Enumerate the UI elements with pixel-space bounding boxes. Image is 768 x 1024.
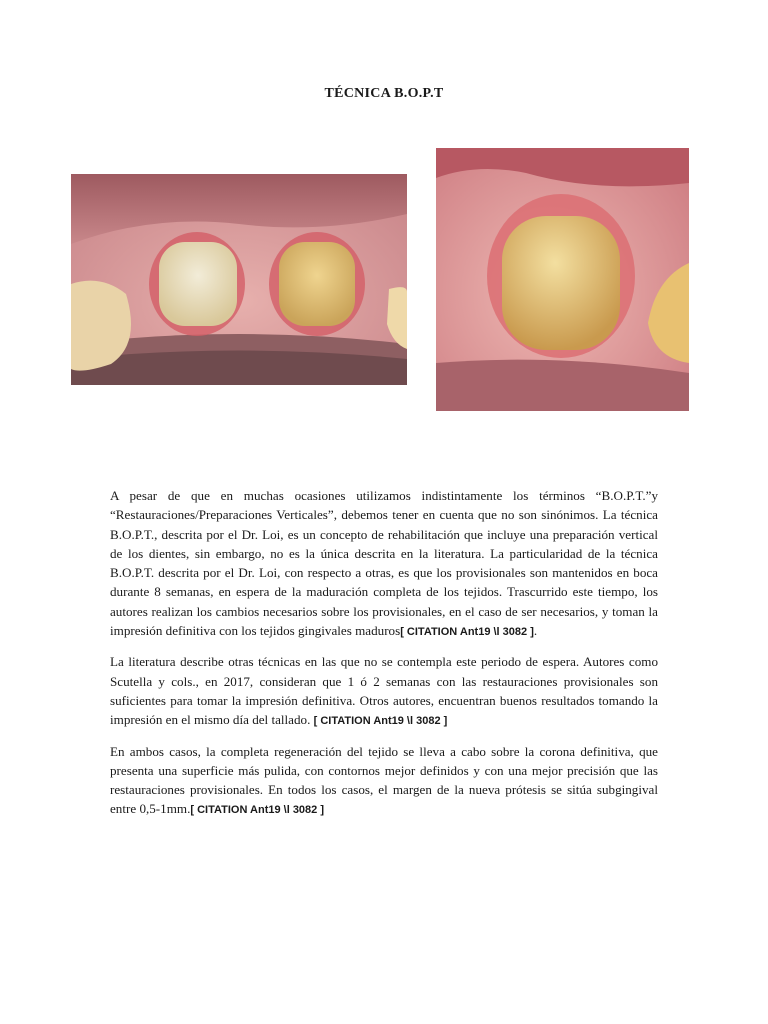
document-title: TÉCNICA B.O.P.T	[324, 86, 444, 101]
paragraph-text: La literatura describe otras técnicas en las que no se contempla este periodo de espera. Autores como Scutella y cols., en 2017, consideran que 1 ó 2 semanas con las restauraciones provisionales son suficientes para tomar la impresión definitiva. Otros autores, encuentran buenos resultados tomando la impresión en el mismo día del tallado.	[110, 654, 658, 728]
paragraph	[110, 486, 658, 642]
body-text	[110, 486, 658, 831]
paragraph-text: En ambos casos, la completa regeneración del tejido se lleva a cabo sobre la corona definitiva, que presenta una superficie más pulida, con contornos mejor definidos y con una mejor precisión que las restauraciones provisionales. En todos los casos, el margen de la nueva prótesis se sitúa subgingival entre 0,5-1mm.	[110, 743, 658, 817]
citation-field: [ CITATION Ant19 \l 3082 ]	[400, 626, 534, 639]
citation-field: [ CITATION Ant19 \l 3082 ]	[313, 715, 448, 728]
paragraph-text: A pesar de que en muchas ocasiones utilizamos indistintamente los términos “B.O.P.T.”y “Restauraciones/Preparaciones Verticales”, debemos tener en cuenta que no son sinónimos. La técnica B.O.P.T., descrita por el Dr. Loi, es un concepto de rehabilitación que incluye una preparación vertical de los dientes, sin embargo, no es la única descrita en la literatura. La particularidad de la técnica B.O.P.T. descrita por el Dr. Loi, con respecto a otras, es que los provisionales son mantenidos en boca durante 8 semanas, en espera de la maduración completa de los tejidos. Trascurrido este tiempo, los autores realizan los cambios necesarios sobre los provisionales, en el caso de ser necesarios, y toman la impresión definitiva con los tejidos gingivales maduros	[110, 488, 658, 639]
paragraph	[110, 742, 658, 821]
dental-photo-single-preparation	[436, 148, 689, 411]
citation-field: [ CITATION Ant19 \l 3082 ]	[190, 804, 325, 817]
dental-photo-two-preparations	[71, 174, 407, 385]
paragraph-end: .	[533, 623, 538, 639]
paragraph	[110, 652, 658, 731]
